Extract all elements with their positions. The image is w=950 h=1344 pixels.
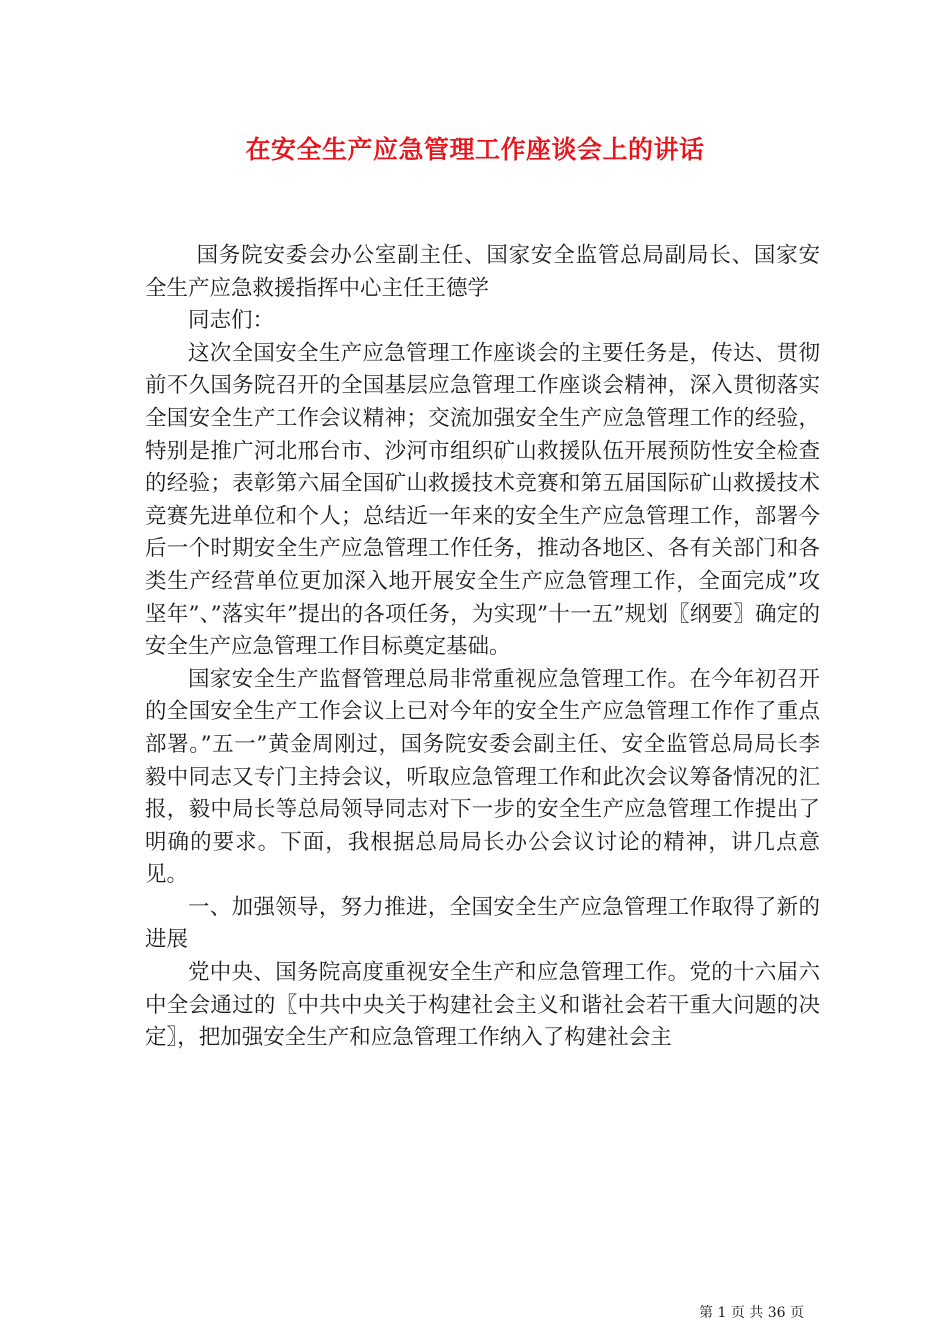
- speaker-line: 国务院安委会办公室副主任、国家安全监管总局副局长、国家安全生产应急救援指挥中心主任王德学: [145, 243, 820, 301]
- document-body: [145, 240, 820, 1055]
- page-number-footer: 第 1 页 共 36 页: [699, 1305, 804, 1321]
- paragraph: 国家安全生产监督管理总局非常重视应急管理工作。在今年初召开的全国安全生产工作会议上已对今年的安全生产应急管理工作作了重点部署。”五一”黄金周刚过，国务院安委会副主任、安全监管总局局长李毅中同志又专门主持会议，听取应急管理工作和此次会议筹备情况的汇报，毅中局长等总局领导同志对下一步的安全生产应急管理工作提出了明确的要求。下面，我根据总局局长办公会议讨论的精神，讲几点意见。: [145, 666, 820, 888]
- document-title: 在安全生产应急管理工作座谈会上的讲话: [245, 135, 705, 164]
- section-heading: 一、加强领导，努力推进，全国安全生产应急管理工作取得了新的进展: [145, 894, 820, 953]
- paragraph: 党中央、国务院高度重视安全生产和应急管理工作。党的十六届六中全会通过的〖中共中央关于构建社会主义和谐社会若干重大问题的决定〗，把加强安全生产和应急管理工作纳入了构建社会主: [145, 960, 820, 1051]
- salutation: 同志们：: [188, 308, 275, 334]
- paragraph: 这次全国安全生产应急管理工作座谈会的主要任务是，传达、贯彻前不久国务院召开的全国基层应急管理工作座谈会精神，深入贯彻落实全国安全生产工作会议精神；交流加强安全生产应急管理工作的经验，特别是推广河北邢台市、沙河市组织矿山救援队伍开展预防性安全检查的经验；表彰第六届全国矿山救援技术竞赛和第五届国际矿山救援技术竞赛先进单位和个人；总结近一年来的安全生产应急管理工作，部署今后一个时期安全生产应急管理工作任务，推动各地区、各有关部门和各类生产经营单位更加深入地开展安全生产应急管理工作，全面完成”攻坚年”、”落实年”提出的各项任务，为实现”十一五”规划〖纲要〗确定的安全生产应急管理工作目标奠定基础。: [145, 340, 820, 660]
